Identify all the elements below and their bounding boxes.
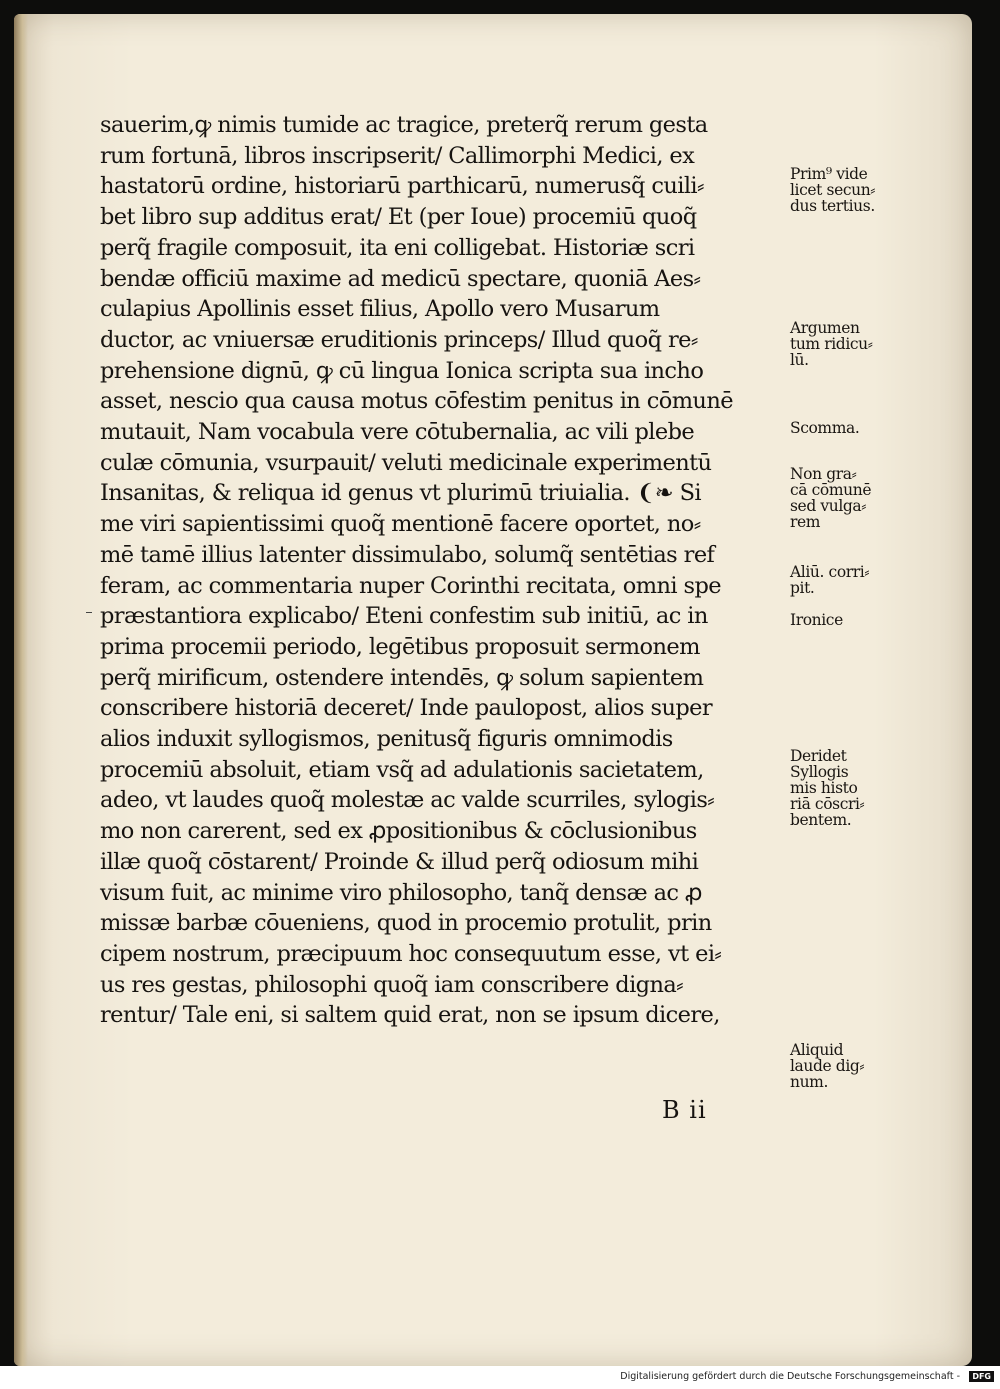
marginal-note-line: bentem. (790, 811, 852, 829)
text-line: missæ barbæ cōueniens, quod in procemio protulit, prin (100, 910, 712, 937)
text-line: bet libro sup additus erat/ Et (per Ioue) procemiū quoq̃ (100, 204, 697, 231)
dfg-logo: DFG (969, 1371, 994, 1382)
text-line: prehensione dignū, ꝙ cū lingua Ionica scripta sua incho (100, 357, 704, 384)
marginal-note (790, 1042, 864, 1090)
marginal-note-line: Syllogis (790, 763, 849, 781)
text-line: mo non carerent, sed ex ꝓpositionibus & cōclusionibus (100, 818, 697, 845)
text-line: bendæ officiū maxime ad medicū spectare, quoniā Aes⸗ (100, 265, 701, 292)
marginal-note-line: licet secun⸗ (790, 181, 876, 199)
marginal-note-line: sed vulga⸗ (790, 497, 866, 515)
marginal-note-line: Prim⁹ vide (790, 165, 868, 183)
marginal-note (790, 166, 875, 214)
marginal-note-line: Aliquid (790, 1041, 844, 1059)
text-line: us res gestas, philosophi quoq̃ iam conscribere digna⸗ (100, 971, 684, 998)
text-line: culapius Apollinis esset filius, Apollo vero Musarum (100, 296, 660, 323)
marginal-note (790, 564, 869, 596)
text-line: culæ cōmunia, vsurpauit/ veluti medicinale experimentū (100, 449, 712, 476)
margin-mark (86, 612, 92, 613)
text-line: rum fortunā, libros inscripserit/ Callimorphi Medici, ex (100, 142, 695, 169)
text-line: mē tamē illius latenter dissimulabo, solumq̃ sentētias ref (100, 541, 715, 568)
marginal-note-line: Ironice (790, 611, 843, 629)
main-text-block (100, 110, 800, 1031)
text-line: visum fuit, ac minime viro philosopho, tanq̃ densæ ac ꝓ (100, 879, 702, 906)
marginal-note (790, 612, 843, 628)
marginal-note-line: pit. (790, 579, 815, 597)
marginal-note-line: Non gra⸗ (790, 465, 857, 483)
marginal-note-line: lū. (790, 351, 809, 369)
text-line: illæ quoq̃ cōstarent/ Proinde & illud perq̃ odiosum mihi (100, 848, 699, 875)
text-line: conscribere historiā deceret/ Inde paulopost, alios super (100, 695, 713, 722)
text-line: hastatorū ordine, historiarū parthicarū, numerusq̃ cuili⸗ (100, 173, 704, 200)
page-spine-edge (14, 14, 28, 1366)
marginal-note-line: Aliū. corri⸗ (790, 563, 870, 581)
marginal-note (790, 320, 873, 368)
marginal-note (790, 420, 859, 436)
text-line: asset, nescio qua causa motus cōfestim penitus in cōmunē (100, 388, 733, 415)
text-line: mutauit, Nam vocabula vere cōtubernalia, ac vili plebe (100, 419, 695, 446)
text-line: rentur/ Tale eni, si saltem quid erat, non se ipsum dicere, (100, 1002, 720, 1029)
marginal-note (790, 748, 864, 828)
marginal-note-line: Scomma. (790, 419, 860, 437)
text-line: perq̃ fragile composuit, ita eni colligebat. Historiæ scri (100, 234, 695, 261)
text-line: Insanitas, & reliqua id genus vt plurimū triuialia. ❨❧ Si (100, 480, 701, 507)
footer-credit: Digitalisierung gefördert durch die Deutsche Forschungsgemeinschaft - (620, 1371, 960, 1382)
marginal-note-line: dus tertius. (790, 197, 875, 215)
marginal-note-line: cā cōmunē (790, 481, 872, 499)
marginal-note-line: num. (790, 1073, 828, 1091)
marginal-note-line: rem (790, 513, 821, 531)
text-line: perq̃ mirificum, ostendere intendēs, ꝙ solum sapientem (100, 664, 704, 691)
marginal-note-line: laude dig⸗ (790, 1057, 865, 1075)
text-line: sauerim,ꝙ nimis tumide ac tragice, preterq̃ rerum gesta (100, 112, 708, 138)
text-line: feram, ac commentaria nuper Corinthi recitata, omni spe (100, 572, 721, 599)
signature-mark: B ii (662, 1096, 707, 1124)
marginal-note-line: tum ridicu⸗ (790, 335, 873, 353)
text-line: ductor, ac vniuersæ eruditionis princeps/ Illud quoq̃ re⸗ (100, 326, 698, 353)
marginal-note-line: Argumen (790, 319, 860, 337)
marginal-note (790, 466, 871, 530)
text-line: prima procemii periodo, legētibus proposuit sermonem (100, 633, 700, 660)
text-line: adeo, vt laudes quoq̃ molestæ ac valde scurriles, sylogis⸗ (100, 787, 715, 814)
text-line: cipem nostrum, præcipuum hoc consequutum esse, vt ei⸗ (100, 940, 722, 967)
text-line: procemiū absoluit, etiam vsq̃ ad adulationis sacietatem, (100, 756, 704, 783)
text-line: præstantiora explicabo/ Eteni confestim sub initiū, ac in (100, 603, 708, 630)
footer-bar (0, 1366, 1000, 1389)
marginal-note-line: riā cōscri⸗ (790, 795, 865, 813)
marginal-note-line: Deridet (790, 747, 847, 765)
text-line: me viri sapientissimi quoq̃ mentionē facere oportet, no⸗ (100, 511, 701, 538)
marginal-note-line: mis histo (790, 779, 858, 797)
text-line: alios induxit syllogismos, penitusq̃ figuris omnimodis (100, 726, 673, 753)
